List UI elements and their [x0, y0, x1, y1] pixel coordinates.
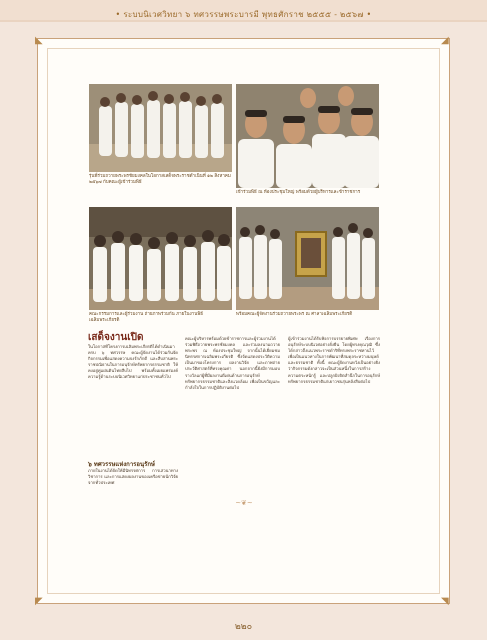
photo-caption: รุ่นพี่ร่วมถวายพระพรชัยมงคลในโอกาสเสด็จพระราชดำเนินที่ ๑๒ สิงหาคม ๒๕๖๗ กับคณะผู้เข้าร่วมพิธี: [89, 174, 231, 185]
corner-ornament-icon: ◥: [441, 596, 449, 607]
photo-people-illustration: [89, 84, 232, 172]
photo-caption: พร้อมคณะผู้จัดงานร่วมถวายพระพร ณ ศาลาเฉลิมพระเกียรติ: [236, 312, 353, 317]
body-text-column-3: ผู้เข้าร่วมงานได้รับฟังการบรรยายพิเศษ เรื่องการอนุรักษ์ระบบนิเวศอย่างยั่งยืน โดยผู้ทรงคุณวุฒิ ซึ่งได้กล่าวถึงแนวพระราชดำริที่ทรงพระราชทานไว้ เพื่อเป็นแนวทางในการพัฒนาที่สมดุลระหว่างมนุษย์และธรรมชาติ ทั้งนี้ คณะผู้จัดงานหวังเป็นอย่างยิ่งว่ากิจกรรมดังกล่าวจะเป็นส่วนหนึ่งในการสร้างความตระหนักรู้ และปลูกฝังจิตสำนึกในการอนุรักษ์ทรัพยากรธรรมชาติแก่เยาวชนรุ่นหลังสืบต่อไป: [288, 336, 380, 384]
photo-people-illustration: [236, 207, 379, 310]
subsection-heading: ๖ ทศวรรษแห่งการอนุรักษ์: [88, 461, 155, 468]
body-text-column-2: คณะผู้บริหารพร้อมด้วยข้าราชการและผู้ร่วมงานได้ร่วมพิธีถวายพระพรชัยมงคล และร่วมลงนามถวายพระพร ณ ห้องประชุมใหญ่ จากนั้นได้เยี่ยมชมนิทรรศการเฉลิมพระเกียรติ ซึ่งจัดแสดงประวัติความเป็นมาของโครงการ ผลงานวิจัย และภาพถ่ายประวัติศาสตร์ที่ทรงคุณค่า นอกจากนี้ยังมีการมอบรางวัลแก่ผู้ที่มีผลงานดีเด่นด้านการอนุรักษ์ทรัพยากรธรรมชาติและสิ่งแวดล้อม เพื่อเป็นขวัญและกำลังใจในการปฏิบัติงานต่อไป: [185, 336, 280, 390]
photo-people-illustration: [89, 207, 232, 310]
photo-portrait-group: [236, 207, 379, 310]
end-ornament-icon: ~❦~: [235, 499, 253, 507]
section-heading: เสด็จงานเปิด: [88, 332, 144, 343]
corner-ornament-icon: ◢: [441, 35, 449, 46]
photo-people-illustration: [236, 84, 379, 188]
corner-ornament-icon: ◤: [35, 596, 43, 607]
photo-caption: เข้าร่วมพิธี ณ ห้องประชุมใหญ่ พร้อมด้วยผู้บริหารและข้าราชการ: [236, 190, 361, 195]
photo-group-ceremony: [89, 84, 232, 172]
corner-ornament-icon: ◣: [35, 35, 43, 46]
body-text-column-1b: ภายในงานได้จัดให้มีนิทรรศการ การเสวนาทางวิชาการ และการแสดงผลงานของเครือข่ายนักวิจัยจากทั่วประเทศ: [88, 468, 178, 486]
photo-committee-group: [89, 207, 232, 310]
page-header: • ระบบนิเวศวิทยา ๖ ทศวรรษพระบารมี พุทธศักราช ๒๕๕๕ - ๒๕๖๗ •: [115, 10, 372, 19]
body-text-column-1: ในโอกาสที่โครงการเฉลิมพระเกียรติได้ดำเนินมาครบ ๖ ทศวรรษ คณะผู้จัดงานได้ร่วมกันจัดกิจกรรมเพื่อแสดงความจงรักภักดี และสืบสานพระราชปณิธานในการอนุรักษ์ทรัพยากรธรรมชาติ ให้คงอยู่คู่แผ่นดินไทยสืบไป พร้อมทั้งเผยแพร่องค์ความรู้ด้านระบบนิเวศวิทยาแก่ประชาชนทั่วไป: [88, 344, 178, 380]
photo-caption: คณะกรรมการและผู้ร่วมงาน ถ่ายภาพร่วมกัน ภายในงานพิธีเฉลิมพระเกียรติ: [89, 312, 204, 323]
photo-officials-closeup: [236, 84, 379, 188]
page-number: ๒๒๐: [234, 622, 253, 632]
